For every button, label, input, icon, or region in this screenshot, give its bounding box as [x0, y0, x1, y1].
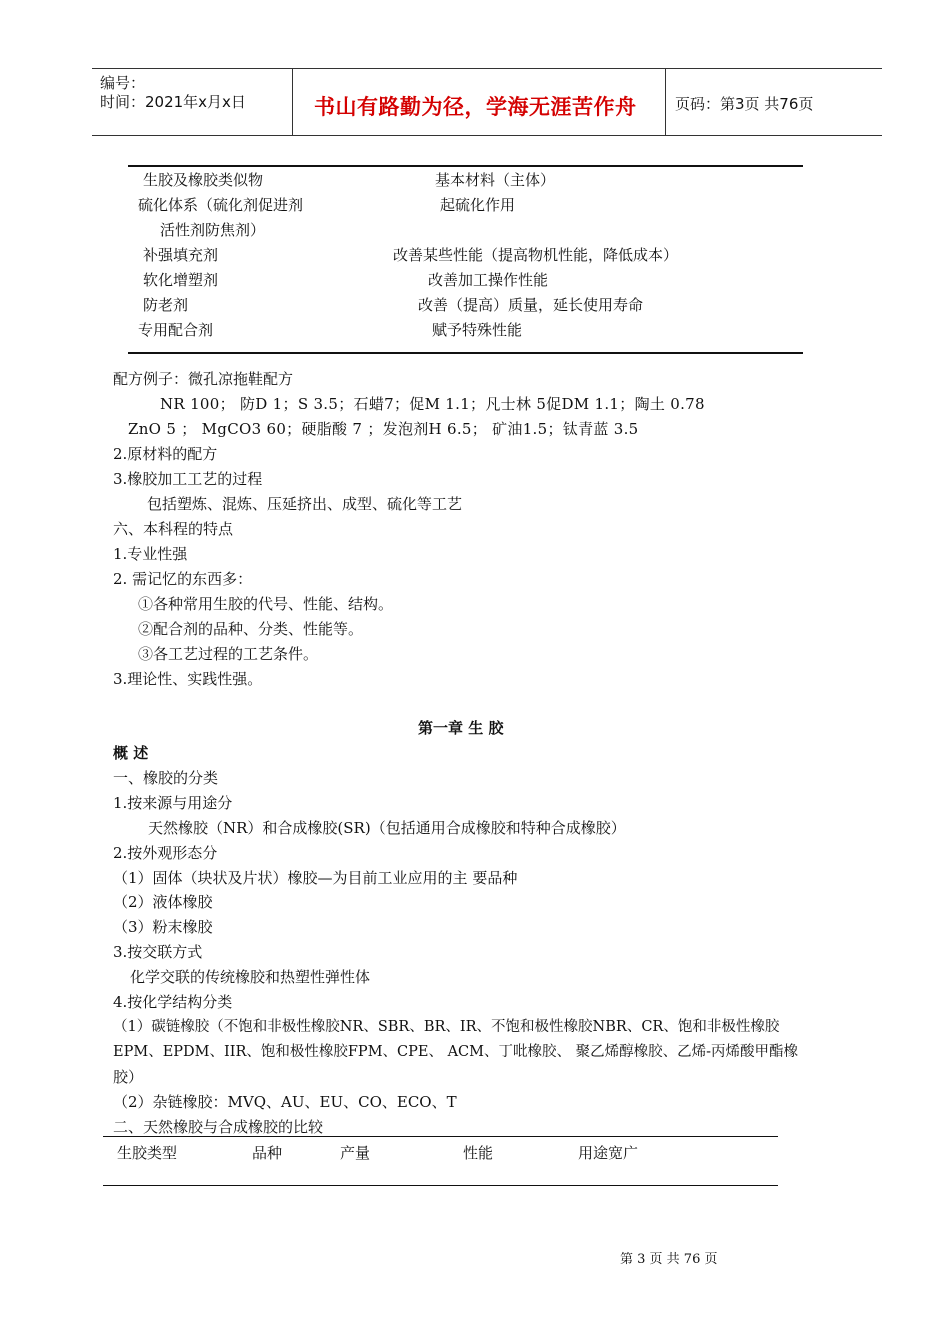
ingredient-role: 赋予特殊性能 — [432, 321, 523, 339]
header-divider-right — [665, 68, 666, 135]
text-line: 3.理论性、实践性强。 — [113, 670, 263, 688]
ingredient-role: 改善（提高）质量，延长使用寿命 — [418, 296, 644, 314]
formula-example-title: 配方例子：微孔凉拖鞋配方 — [113, 370, 294, 388]
text-line: 4.按化学结构分类 — [113, 993, 233, 1011]
text-line: （2）杂链橡胶：MVQ、AU、EU、CO、ECO、T — [113, 1093, 457, 1111]
ingredient-name: 生胶及橡胶类似物 — [143, 171, 264, 189]
header-number-label: 编号： — [100, 74, 146, 92]
section-heading: 二、天然橡胶与合成橡胶的比较 — [113, 1118, 324, 1136]
header-motto: 书山有路勤为径，学海无涯苦作舟 — [314, 95, 637, 119]
text-line: 包括塑炼、混炼、压延挤出、成型、硫化等工艺 — [147, 495, 463, 513]
header-page-label: 页码：第3页 共76页 — [675, 95, 814, 113]
text-line: 1.按来源与用途分 — [113, 794, 233, 812]
footer-page-number: 第 3 页 共 76 页 — [620, 1252, 718, 1267]
text-line: （2）液体橡胶 — [113, 893, 213, 911]
ingredient-role: 起硫化作用 — [440, 196, 516, 214]
ingredient-name: 补强填充剂 — [143, 246, 219, 264]
ingredient-name: 活性剂防焦剂） — [160, 221, 266, 239]
text-line: 2.原材料的配方 — [113, 445, 218, 463]
compare-header-cell: 性能 — [463, 1144, 494, 1162]
compare-table-bottom-rule — [103, 1185, 778, 1186]
ingredient-name: 硫化体系（硫化剂促进剂 — [138, 196, 304, 214]
compare-header-cell: 产量 — [340, 1144, 371, 1162]
compare-header-cell: 生胶类型 — [117, 1144, 178, 1162]
compare-header-cell: 品种 — [252, 1144, 283, 1162]
ingredient-role: 改善某些性能（提高物机性能，降低成本） — [393, 246, 679, 264]
text-line: （1）碳链橡胶（不饱和非极性橡胶NR、SBR、BR、IR、不饱和极性橡胶NBR、CR、饱和非极性橡胶 — [113, 1019, 780, 1035]
text-line: EPM、EPDM、IIR、饱和极性橡胶FPM、CPE、 ACM、丁吡橡胶、 聚乙烯醇橡胶、乙烯-丙烯酸甲酯橡 — [113, 1044, 799, 1060]
overview-heading: 概 述 — [113, 744, 149, 762]
ingredient-name: 软化增塑剂 — [143, 271, 219, 289]
section-heading: 六、本科程的特点 — [113, 520, 234, 538]
header-divider-left — [292, 68, 293, 135]
text-line: 2.按外观形态分 — [113, 844, 218, 862]
ingredient-name: 防老剂 — [143, 296, 189, 314]
formula-line-1: NR 100； 防D 1；S 3.5；石蜡7；促M 1.1；凡士林 5促DM 1.1；陶土 0.78 — [160, 395, 705, 413]
text-line: 3.按交联方式 — [113, 943, 203, 961]
header-bottom-rule — [92, 135, 882, 136]
text-line: ②配合剂的品种、分类、性能等。 — [138, 620, 364, 638]
formula-line-2: ZnO 5 ； MgCO3 60；硬脂酸 7 ；发泡剂H 6.5； 矿油1.5；钛青蓝 3.5 — [128, 420, 639, 438]
ingredient-role: 基本材料（主体） — [435, 171, 556, 189]
header-time-label: 时间：2021年x月x日 — [100, 93, 246, 111]
header-top-rule — [92, 68, 882, 69]
text-line: 1.专业性强 — [113, 545, 188, 563]
ingredient-table-bottom-rule — [128, 352, 803, 354]
text-line: ①各种常用生胶的代号、性能、结构。 — [138, 595, 394, 613]
text-line: ③各工艺过程的工艺条件。 — [138, 645, 319, 663]
compare-header-cell: 用途宽广 — [578, 1144, 639, 1162]
text-line: （3）粉末橡胶 — [113, 918, 213, 936]
text-line: 化学交联的传统橡胶和热塑性弹性体 — [130, 968, 371, 986]
text-line: 3.橡胶加工工艺的过程 — [113, 470, 263, 488]
text-line: 2. 需记忆的东西多： — [113, 570, 253, 588]
ingredient-table-top-rule — [128, 165, 803, 167]
ingredient-role: 改善加工操作性能 — [428, 271, 549, 289]
text-line: 天然橡胶（NR）和合成橡胶(SR)（包括通用合成橡胶和特种合成橡胶） — [148, 819, 626, 837]
text-line: 胶） — [113, 1068, 144, 1086]
text-line: （1）固体（块状及片状）橡胶—为目前工业应用的主 要品种 — [113, 869, 518, 887]
ingredient-name: 专用配合剂 — [138, 321, 214, 339]
section-heading: 一、橡胶的分类 — [113, 769, 219, 787]
chapter-title: 第一章 生 胶 — [418, 719, 504, 737]
compare-table-top-rule — [103, 1136, 778, 1137]
